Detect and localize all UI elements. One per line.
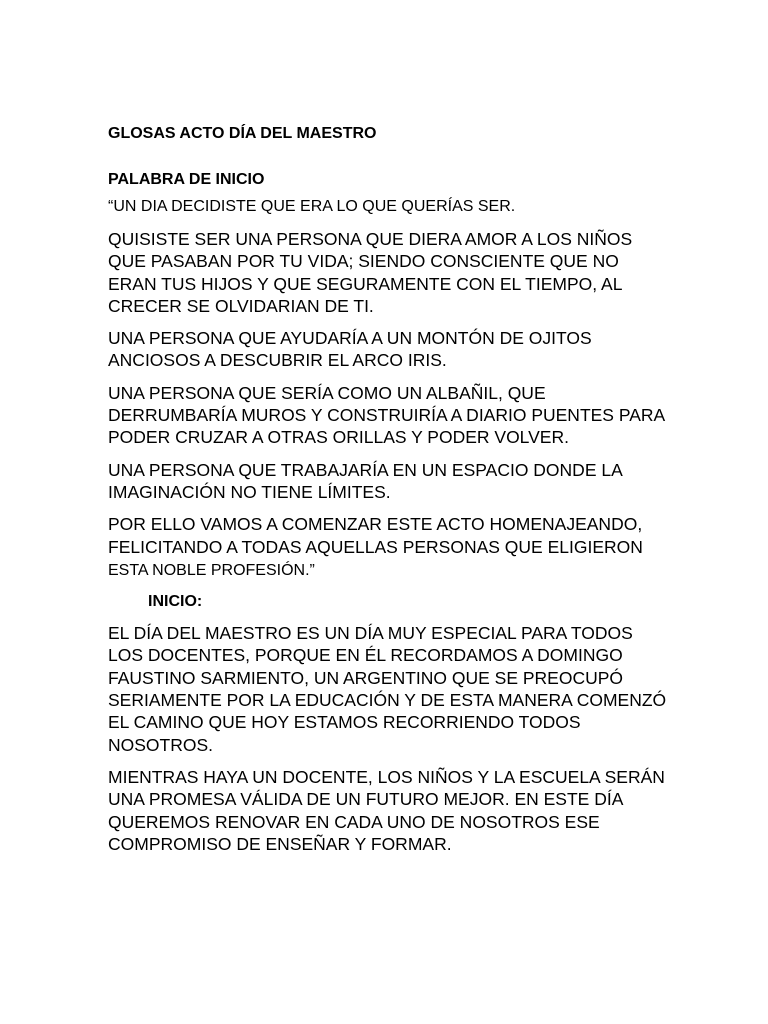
paragraph: UNA PERSONA QUE AYUDARÍA A UN MONTÓN DE OJITOS ANCIOSOS A DESCUBRIR EL ARCO IRIS. [108, 328, 592, 371]
paragraph: MIENTRAS HAYA UN DOCENTE, LOS NIÑOS Y LA ESCUELA SERÁN UNA PROMESA VÁLIDA DE UN FUTURO MEJOR. EN ESTE DÍA QUEREMOS RENOVAR EN CADA UNO DE NOSOTROS ESE COMPROMISO DE ENSEÑAR Y FORMAR. [108, 766, 665, 854]
paragraph: EL DÍA DEL MAESTRO ES UN DÍA MUY ESPECIAL PARA TODOS LOS DOCENTES, PORQUE EN ÉL RECORDAMOS A DOMINGO FAUSTINO SARMIENTO, UN ARGENTINO QUE SE PREOCUPÓ SERIAMENTE POR LA EDUCACIÓN Y DE ESTA MANERA COMENZÓ EL CAMINO QUE HOY ESTAMOS RECORRIENDO TODOS NOSOTROS. [108, 623, 667, 755]
paragraph: QUISISTE SER UNA PERSONA QUE DIERA AMOR A LOS NIÑOS QUE PASABAN POR TU VIDA; SIENDO CONSCIENTE QUE NO ERAN TUS HIJOS Y QUE SEGURAMENTE CON EL TIEMPO, AL CRECER SE OLVIDARIAN DE TI. [108, 229, 633, 316]
quote-opening-line: “UN DIA DECIDISTE QUE ERA LO QUE QUERÍAS SER. [108, 198, 516, 215]
paragraph: UNA PERSONA QUE TRABAJARÍA EN UN ESPACIO DONDE LA IMAGINACIÓN NO TIENE LÍMITES. [108, 459, 622, 502]
closing-paragraph-tail: ESTA NOBLE PROFESIÓN.” [108, 561, 315, 579]
closing-paragraph [108, 513, 668, 582]
document-title: GLOSAS ACTO DÍA DEL MAESTRO [108, 125, 377, 142]
closing-paragraph-main: POR ELLO VAMOS A COMENZAR ESTE ACTO HOMENAJEANDO, FELICITANDO A TODAS AQUELLAS PERSONAS QUE ELIGIERON [108, 514, 643, 557]
paragraph: UNA PERSONA QUE SERÍA COMO UN ALBAÑIL, QUE DERRUMBARÍA MUROS Y CONSTRUIRÍA A DIARIO PUENTES PARA PODER CRUZAR A OTRAS ORILLAS Y PODER VOLVER. [108, 382, 665, 448]
document-body [108, 124, 668, 855]
section-title-palabra-de-inicio: PALABRA DE INICIO [108, 171, 265, 188]
section-heading-inicio: INICIO: [148, 593, 203, 611]
